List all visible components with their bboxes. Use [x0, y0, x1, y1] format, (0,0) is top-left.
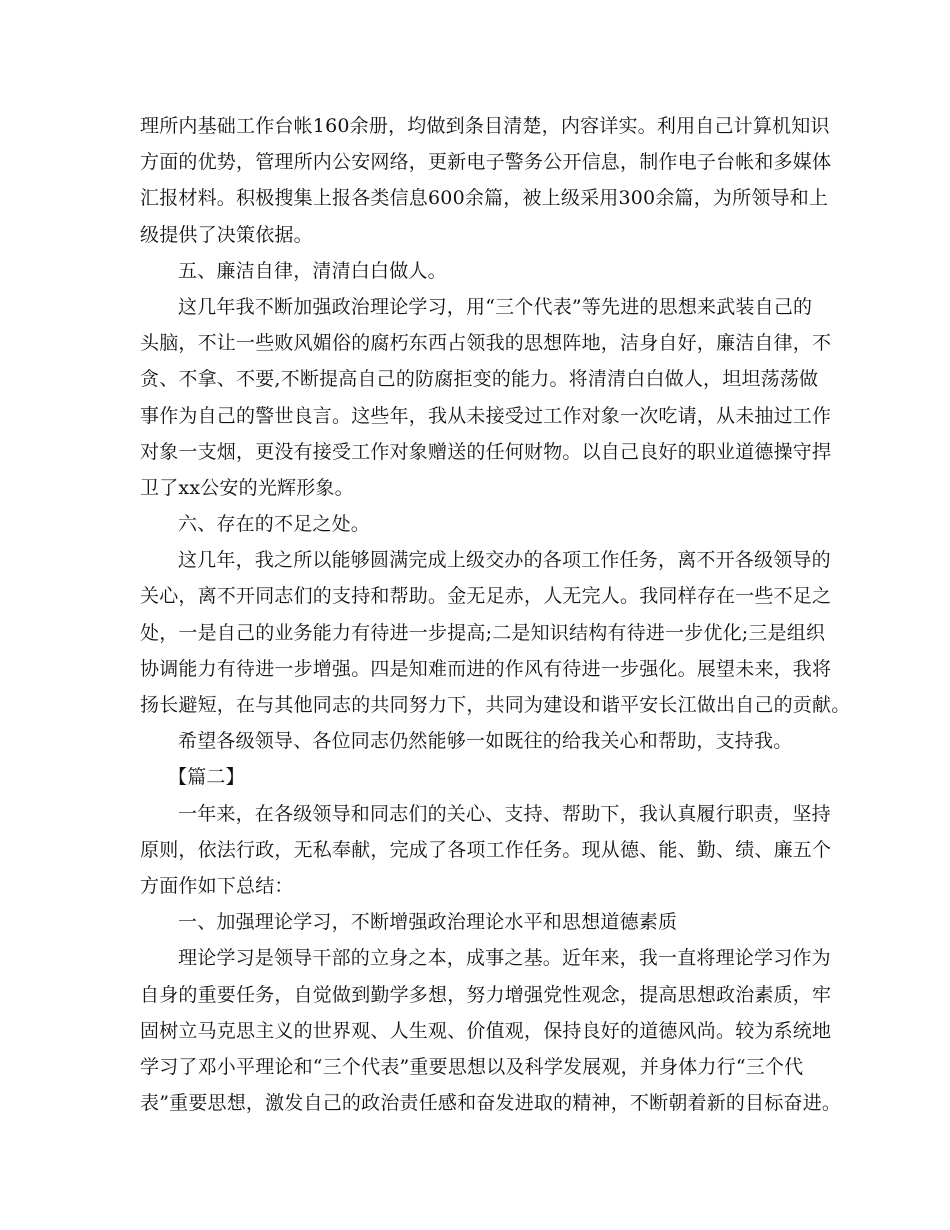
section-heading: 一、加强理论学习，不断增强政治理论水平和思想道德素质: [178, 911, 678, 934]
section-heading: 六、存在的不足之处。: [178, 513, 371, 536]
paragraph-line: 贪、不拿、不要,不断提高自己的防腐拒变的能力。将清清白白做人，坦坦荡荡做: [140, 368, 819, 391]
paragraph-line: 自身的重要任务，自觉做到勤学多想，努力增强党性观念，提高思想政治素质，牢: [140, 983, 832, 1006]
paragraph-line: 这几年，我之所以能够圆满完成上级交办的各项工作任务，离不开各级领导的: [178, 549, 831, 572]
paragraph-line: 表”重要思想，激发自己的政治责任感和奋发进取的精神，不断朝着新的目标奋进。: [140, 1092, 842, 1115]
paragraph-line: 固树立马克思主义的世界观、人生观、价值观，保持良好的道德风尚。较为系统地: [140, 1019, 832, 1042]
paragraph-line: 理论学习是领导干部的立身之本，成事之基。近年来，我一直将理论学习作为: [178, 947, 831, 970]
paragraph-line: 协调能力有待进一步增强。四是知难而进的作风有待进一步强化。展望未来，我将: [140, 657, 832, 680]
paragraph-line: 卫了xx公安的光辉形象。: [140, 476, 354, 499]
paragraph-line: 处，一是自己的业务能力有待进一步提高;二是知识结构有待进一步优化;三是组织: [140, 621, 826, 644]
paragraph-line: 原则，依法行政，无私奉献，完成了各项工作任务。现从德、能、勤、绩、廉五个: [140, 838, 832, 861]
paragraph-line: 方面作如下总结：: [140, 874, 294, 897]
paragraph-line: 理所内基础工作台帐160余册，均做到条目清楚，内容详实。利用自己计算机知识: [140, 115, 830, 137]
paragraph-line: 希望各级领导、各位同志仍然能够一如既往的给我关心和帮助，支持我。: [178, 730, 793, 753]
paragraph-line: 这几年我不断加强政治理论学习，用“三个代表”等先进的思想来武装自己的: [178, 295, 813, 318]
part-heading: 【篇二】: [168, 766, 245, 789]
paragraph-line: 对象一支烟，更没有接受工作对象赠送的任何财物。以自己良好的职业道德操守捍: [140, 440, 832, 463]
paragraph-line: 级提供了决策依据。: [140, 223, 313, 246]
paragraph-line: 一年来，在各级领导和同志们的关心、支持、帮助下，我认真履行职责，坚持: [178, 802, 831, 825]
paragraph-line: 事作为自己的警世良言。这些年，我从未接受过工作对象一次吃请，从未抽过工作: [140, 404, 832, 427]
paragraph-line: 方面的优势，管理所内公安网络，更新电子警务公开信息，制作电子台帐和多媒体: [140, 151, 832, 174]
paragraph-line: 关心，离不开同志们的支持和帮助。金无足赤，人无完人。我同样存在一些不足之: [140, 585, 832, 608]
paragraph-line: 扬长避短，在与其他同志的共同努力下，共同为建设和谐平安长江做出自己的贡献。: [140, 694, 851, 716]
section-heading: 五、廉洁自律，清清白白做人。: [178, 259, 447, 282]
document-page: [140, 108, 851, 1121]
paragraph-line: 学习了邓小平理论和“三个代表”重要思想以及科学发展观，并身体力行“三个代: [140, 1055, 804, 1078]
paragraph-line: 头脑，不让一些败风媚俗的腐朽东西占领我的思想阵地，洁身自好，廉洁自律，不: [140, 332, 832, 355]
paragraph-line: 汇报材料。积极搜集上报各类信息600余篇，被上级采用300余篇，为所领导和上: [140, 187, 829, 210]
